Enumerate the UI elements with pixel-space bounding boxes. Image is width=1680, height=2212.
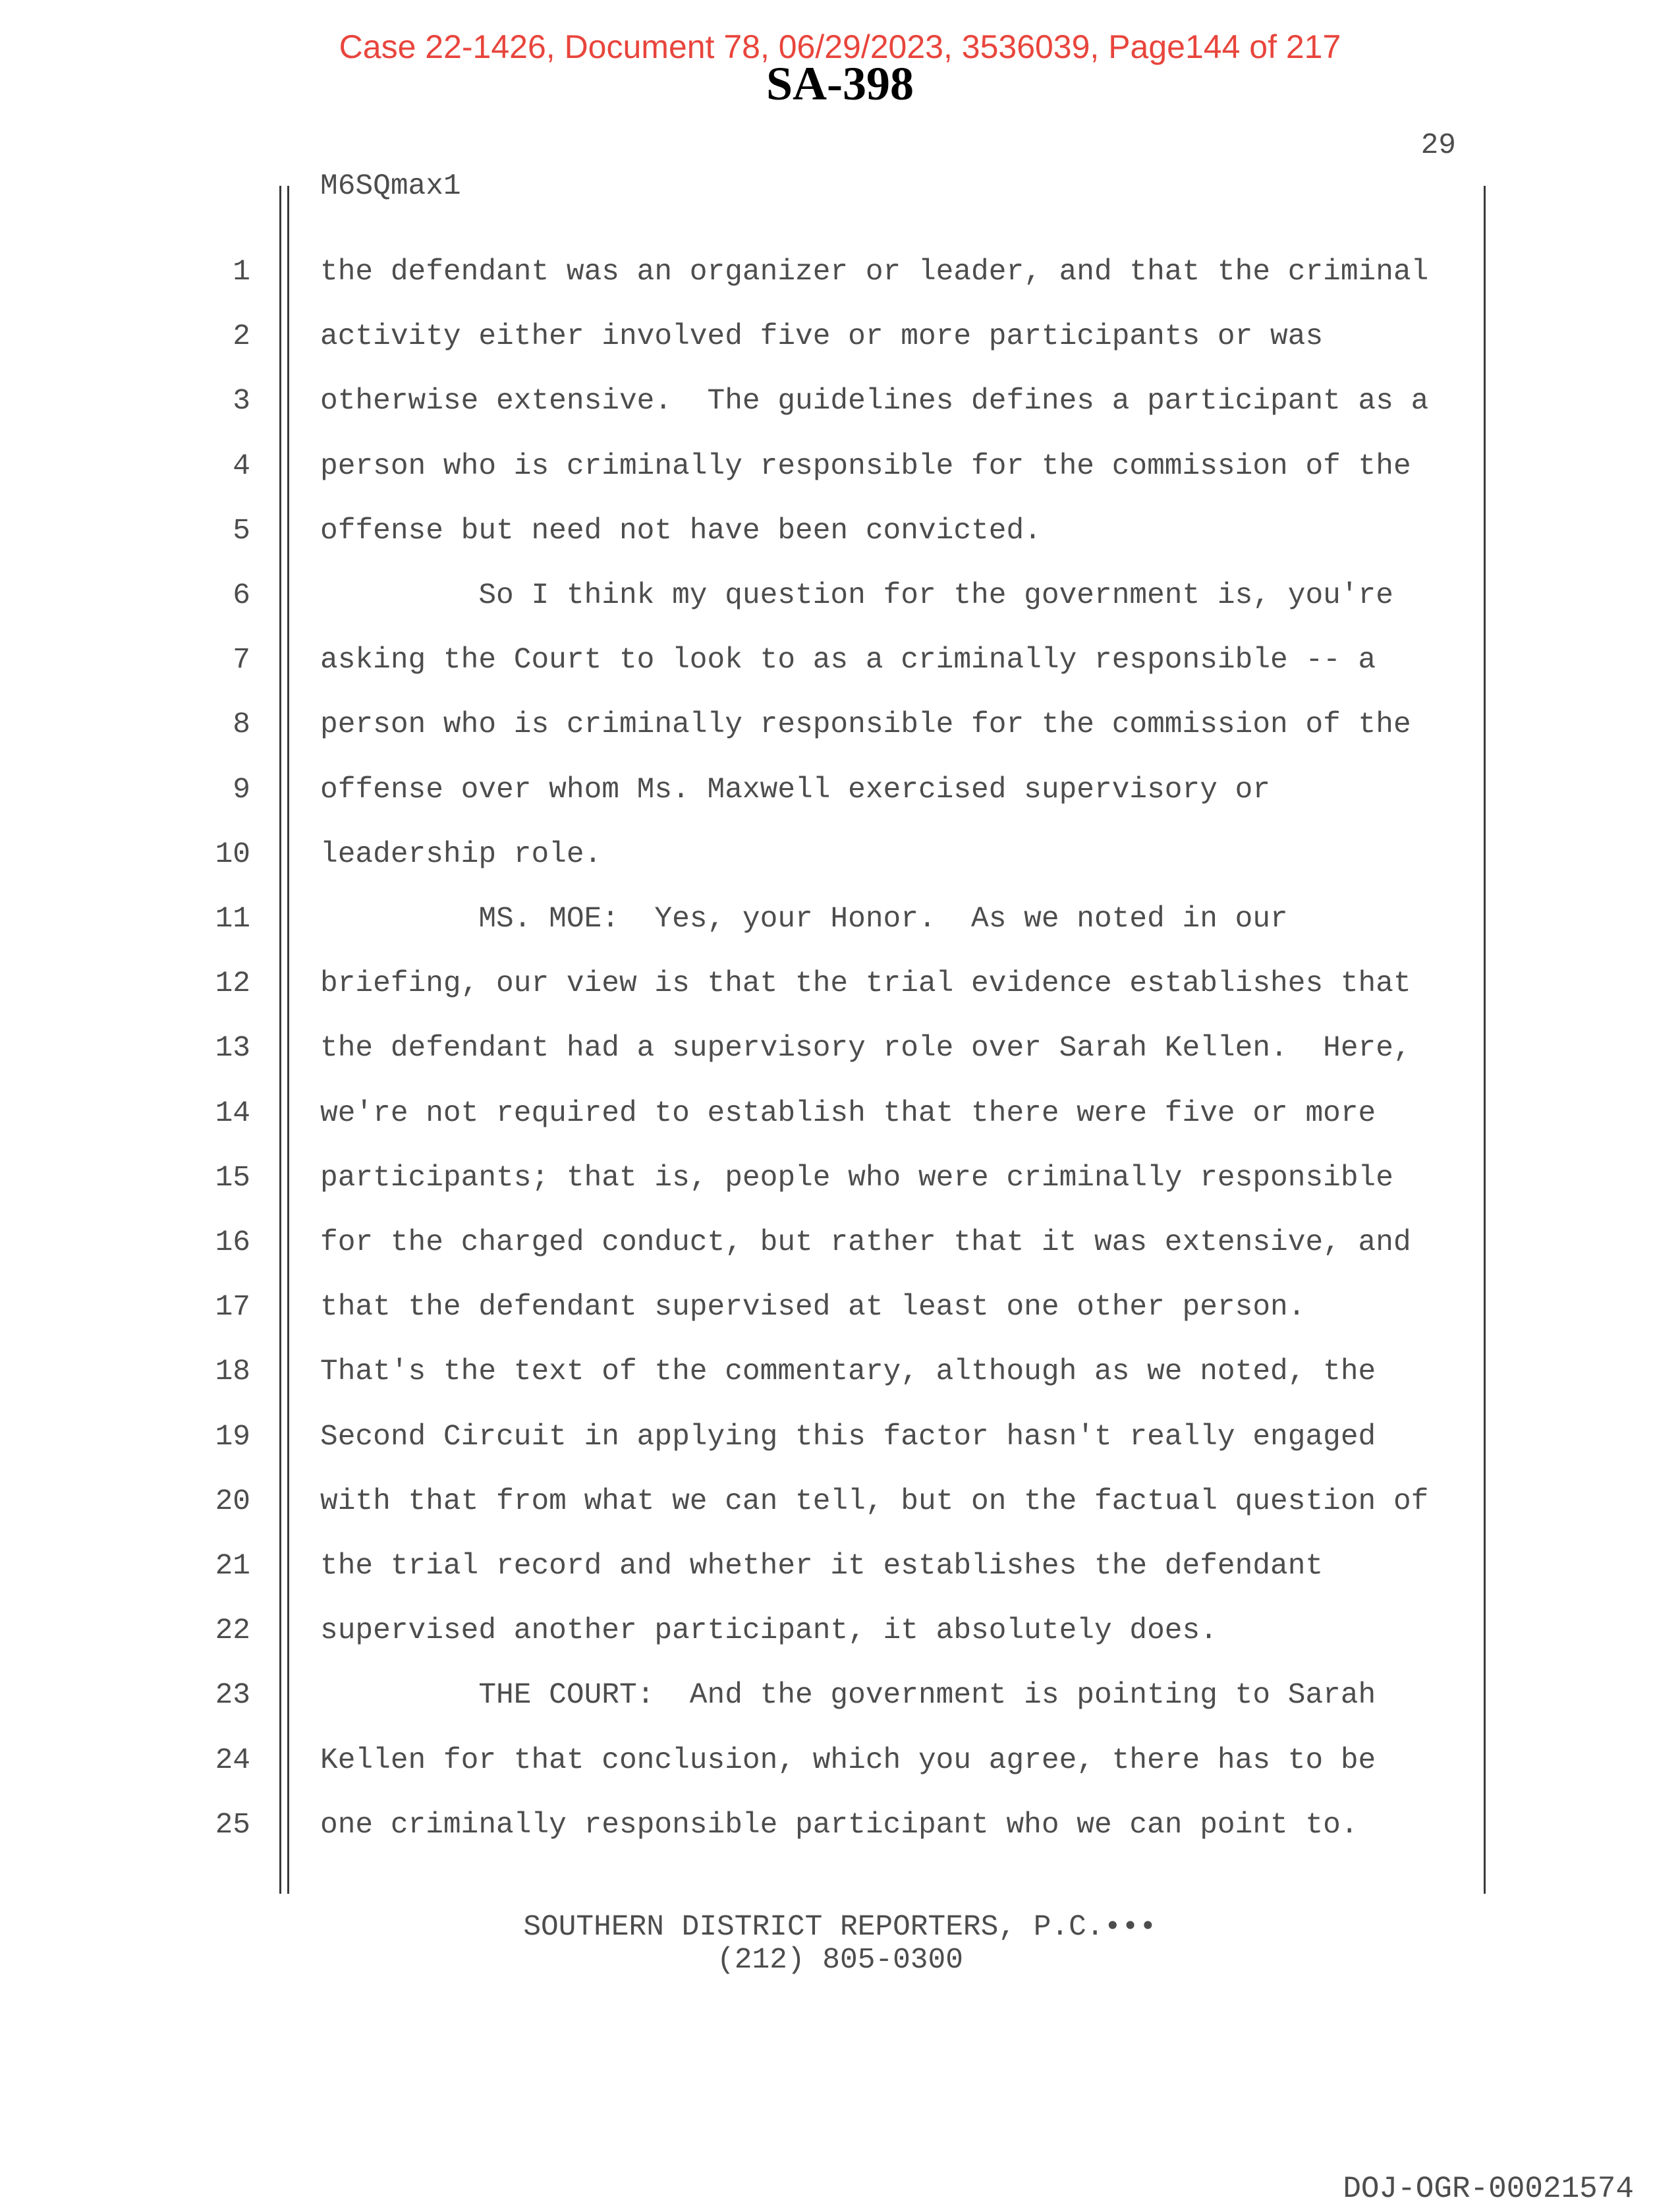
transcript-line: That's the text of the commentary, although as we noted, the: [320, 1355, 1376, 1388]
case-header: Case 22-1426, Document 78, 06/29/2023, 3536039, Page144 of 217: [339, 28, 1341, 65]
line-number: 21: [215, 1550, 250, 1583]
transcript-line: activity either involved five or more participants or was: [320, 320, 1324, 353]
line-number: 2: [233, 320, 250, 353]
line-number: 13: [215, 1032, 250, 1065]
transcript-line: for the charged conduct, but rather that it was extensive, and: [320, 1226, 1411, 1259]
transcript-line: with that from what we can tell, but on the factual question of: [320, 1485, 1429, 1518]
line-number: 9: [233, 774, 250, 807]
line-number: 19: [215, 1421, 250, 1454]
transcript-line: Second Circuit in applying this factor hasn't really engaged: [320, 1421, 1376, 1454]
page-number: 29: [1420, 129, 1456, 162]
transcript-line: one criminally responsible participant who we can point to.: [320, 1809, 1358, 1842]
transcript-line: offense over whom Ms. Maxwell exercised supervisory or: [320, 774, 1271, 807]
line-number: 12: [215, 967, 250, 1000]
transcript-line: we're not required to establish that there were five or more: [320, 1097, 1376, 1130]
footer-phone: (212) 805-0300: [717, 1944, 963, 1977]
line-number: 17: [215, 1291, 250, 1324]
transcript-line: the trial record and whether it establishes the defendant: [320, 1550, 1324, 1583]
footer-reporter: SOUTHERN DISTRICT REPORTERS, P.C.•••: [523, 1911, 1157, 1944]
line-number: 22: [215, 1614, 250, 1647]
left-margin-rule-inner: [287, 186, 289, 1894]
line-number: 10: [215, 838, 250, 871]
line-number: 4: [233, 450, 250, 483]
transcript-line: offense but need not have been convicted.: [320, 515, 1042, 548]
transcript-line: supervised another participant, it absolutely does.: [320, 1614, 1218, 1647]
line-number: 5: [233, 515, 250, 548]
transcript-line: asking the Court to look to as a criminally responsible -- a: [320, 644, 1376, 677]
line-number: 15: [215, 1162, 250, 1195]
transcript-line: So I think my question for the government is, you're: [320, 579, 1393, 612]
transcript-line: briefing, our view is that the trial evidence establishes that: [320, 967, 1411, 1000]
transcript-line: otherwise extensive. The guidelines defines a participant as a: [320, 385, 1429, 418]
document-code: M6SQmax1: [320, 170, 461, 203]
line-number: 6: [233, 579, 250, 612]
line-number: 20: [215, 1485, 250, 1518]
transcript-line: the defendant had a supervisory role over Sarah Kellen. Here,: [320, 1032, 1411, 1065]
line-number: 7: [233, 644, 250, 677]
transcript-line: Kellen for that conclusion, which you agree, there has to be: [320, 1744, 1376, 1777]
transcript-line: the defendant was an organizer or leader, and that the criminal: [320, 256, 1429, 289]
left-margin-rule-outer: [279, 186, 281, 1894]
line-number: 1: [233, 256, 250, 289]
line-number: 11: [215, 903, 250, 936]
transcript-line: person who is criminally responsible for the commission of the: [320, 450, 1411, 483]
line-number: 24: [215, 1744, 250, 1777]
sa-page-label: SA-398: [766, 57, 914, 110]
line-number: 18: [215, 1355, 250, 1388]
line-number: 23: [215, 1679, 250, 1712]
line-number: 25: [215, 1809, 250, 1842]
line-number: 8: [233, 708, 250, 741]
line-number: 14: [215, 1097, 250, 1130]
right-margin-rule: [1484, 186, 1486, 1894]
line-number: 3: [233, 385, 250, 418]
line-number: 16: [215, 1226, 250, 1259]
transcript-line: participants; that is, people who were criminally responsible: [320, 1162, 1393, 1195]
transcript-line: THE COURT: And the government is pointing to Sarah: [320, 1679, 1376, 1712]
transcript-line: that the defendant supervised at least one other person.: [320, 1291, 1306, 1324]
transcript-line: MS. MOE: Yes, your Honor. As we noted in our: [320, 903, 1288, 936]
bates-number: DOJ-OGR-00021574: [1343, 2172, 1634, 2206]
transcript-line: person who is criminally responsible for the commission of the: [320, 708, 1411, 741]
transcript-line: leadership role.: [320, 838, 602, 871]
